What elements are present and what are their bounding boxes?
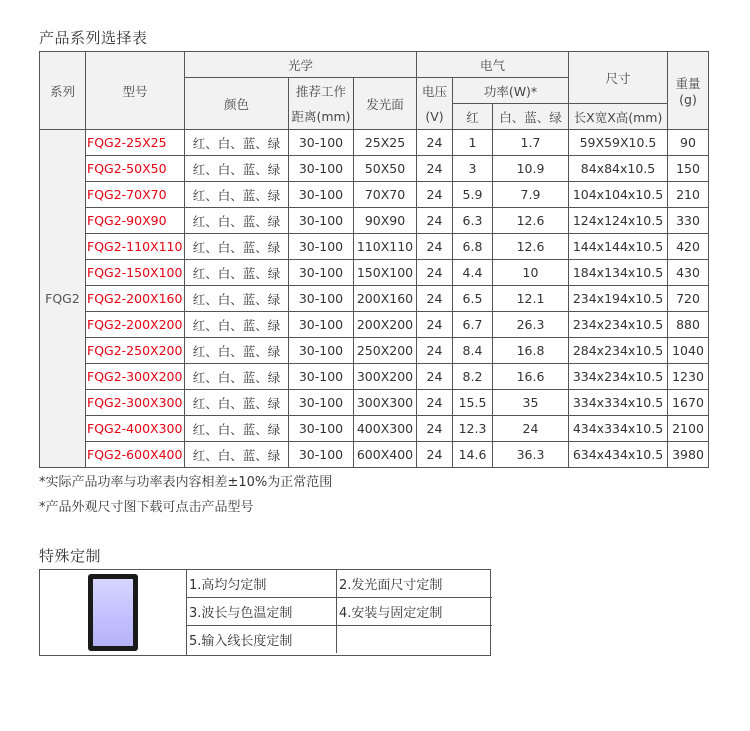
table-row xyxy=(40,390,709,416)
series-cell: FQG2 xyxy=(40,130,86,468)
weight-cell: 430 xyxy=(668,260,709,286)
emitting-cell: 50X50 xyxy=(354,156,417,182)
power-wbg-cell: 16.6 xyxy=(493,364,569,390)
power-wbg-cell: 36.3 xyxy=(493,442,569,468)
power-red-cell: 8.4 xyxy=(453,338,493,364)
header-distance xyxy=(289,78,354,130)
dimension-cell: 144x144x10.5 xyxy=(569,234,668,260)
note-dimension-download: *产品外观尺寸图下载可点击产品型号 xyxy=(39,500,254,515)
distance-cell: 30-100 xyxy=(289,156,354,182)
power-wbg-cell: 10 xyxy=(493,260,569,286)
model-link[interactable]: FQG2-400X300 xyxy=(86,416,185,442)
product-image xyxy=(40,570,187,655)
model-link[interactable]: FQG2-600X400 xyxy=(86,442,185,468)
distance-cell: 30-100 xyxy=(289,182,354,208)
weight-cell: 1040 xyxy=(668,338,709,364)
emitting-cell: 400X300 xyxy=(354,416,417,442)
emitting-cell: 250X200 xyxy=(354,338,417,364)
power-red-cell: 4.4 xyxy=(453,260,493,286)
voltage-cell: 24 xyxy=(417,260,453,286)
emitting-cell: 300X300 xyxy=(354,390,417,416)
emitting-cell: 70X70 xyxy=(354,182,417,208)
dimension-cell: 234x194x10.5 xyxy=(569,286,668,312)
table-row xyxy=(40,234,709,260)
color-cell: 红、白、蓝、绿 xyxy=(185,338,289,364)
header-electrical: 电气 xyxy=(417,52,569,78)
voltage-cell: 24 xyxy=(417,364,453,390)
voltage-cell: 24 xyxy=(417,312,453,338)
emitting-cell: 300X200 xyxy=(354,364,417,390)
voltage-cell: 24 xyxy=(417,130,453,156)
model-link[interactable]: FQG2-50X50 xyxy=(86,156,185,182)
header-series: 系列 xyxy=(40,52,86,130)
distance-cell: 30-100 xyxy=(289,338,354,364)
power-wbg-cell: 24 xyxy=(493,416,569,442)
power-red-cell: 5.9 xyxy=(453,182,493,208)
voltage-cell: 24 xyxy=(417,234,453,260)
weight-cell: 720 xyxy=(668,286,709,312)
header-weight-line1: 重量 xyxy=(675,76,701,91)
voltage-cell: 24 xyxy=(417,182,453,208)
voltage-cell: 24 xyxy=(417,208,453,234)
dimension-cell: 84x84x10.5 xyxy=(569,156,668,182)
color-cell: 红、白、蓝、绿 xyxy=(185,416,289,442)
model-link[interactable]: FQG2-200X200 xyxy=(86,312,185,338)
header-weight xyxy=(668,52,709,130)
power-wbg-cell: 12.1 xyxy=(493,286,569,312)
distance-cell: 30-100 xyxy=(289,208,354,234)
dimension-cell: 59X59X10.5 xyxy=(569,130,668,156)
model-link[interactable]: FQG2-25X25 xyxy=(86,130,185,156)
weight-cell: 1670 xyxy=(668,390,709,416)
emitting-cell: 110X110 xyxy=(354,234,417,260)
table-row xyxy=(40,442,709,468)
header-optics: 光学 xyxy=(185,52,417,78)
weight-cell: 3980 xyxy=(668,442,709,468)
header-power-wbg: 白、蓝、绿 xyxy=(493,104,569,130)
weight-cell: 2100 xyxy=(668,416,709,442)
table-row xyxy=(40,156,709,182)
dimension-cell: 104x104x10.5 xyxy=(569,182,668,208)
header-size: 尺寸 xyxy=(569,52,668,104)
power-red-cell: 6.8 xyxy=(453,234,493,260)
custom-section-title: 特殊定制 xyxy=(39,547,102,565)
table-row xyxy=(40,130,709,156)
model-link[interactable]: FQG2-150X100 xyxy=(86,260,185,286)
power-wbg-cell: 10.9 xyxy=(493,156,569,182)
power-wbg-cell: 26.3 xyxy=(493,312,569,338)
emitting-cell: 90X90 xyxy=(354,208,417,234)
distance-cell: 30-100 xyxy=(289,390,354,416)
header-model: 型号 xyxy=(86,52,185,130)
distance-cell: 30-100 xyxy=(289,260,354,286)
emitting-cell: 150X100 xyxy=(354,260,417,286)
power-red-cell: 15.5 xyxy=(453,390,493,416)
page-title: 产品系列选择表 xyxy=(39,29,148,47)
note-power-tolerance: *实际产品功率与功率表内容相差±10%为正常范围 xyxy=(39,475,333,490)
dimension-cell: 124x124x10.5 xyxy=(569,208,668,234)
dimension-cell: 234x234x10.5 xyxy=(569,312,668,338)
power-red-cell: 8.2 xyxy=(453,364,493,390)
dimension-cell: 634x434x10.5 xyxy=(569,442,668,468)
distance-cell: 30-100 xyxy=(289,416,354,442)
header-dims: 长X宽X高(mm) xyxy=(569,104,668,130)
color-cell: 红、白、蓝、绿 xyxy=(185,130,289,156)
power-wbg-cell: 35 xyxy=(493,390,569,416)
color-cell: 红、白、蓝、绿 xyxy=(185,364,289,390)
weight-cell: 420 xyxy=(668,234,709,260)
distance-cell: 30-100 xyxy=(289,234,354,260)
distance-cell: 30-100 xyxy=(289,286,354,312)
custom-option-wavelength: 3.波长与色温定制 xyxy=(187,598,337,626)
color-cell: 红、白、蓝、绿 xyxy=(185,442,289,468)
light-panel-image xyxy=(88,574,138,651)
header-weight-line2: (g) xyxy=(679,92,697,107)
power-red-cell: 3 xyxy=(453,156,493,182)
header-voltage-line2: (V) xyxy=(425,108,444,124)
table-row xyxy=(40,260,709,286)
product-selection-table xyxy=(39,51,709,468)
table-row xyxy=(40,312,709,338)
header-power: 功率(W)* xyxy=(453,78,569,104)
model-link[interactable]: FQG2-110X110 xyxy=(86,234,185,260)
power-wbg-cell: 7.9 xyxy=(493,182,569,208)
light-panel-emitting-area xyxy=(93,579,133,646)
color-cell: 红、白、蓝、绿 xyxy=(185,182,289,208)
power-wbg-cell: 12.6 xyxy=(493,234,569,260)
distance-cell: 30-100 xyxy=(289,312,354,338)
table-row xyxy=(40,416,709,442)
table-row xyxy=(40,182,709,208)
dimension-cell: 284x234x10.5 xyxy=(569,338,668,364)
custom-option-cable-length: 5.输入线长度定制 xyxy=(187,626,337,654)
header-color: 颜色 xyxy=(185,78,289,130)
model-link[interactable]: FQG2-300X300 xyxy=(86,390,185,416)
model-link[interactable]: FQG2-70X70 xyxy=(86,182,185,208)
custom-options-table xyxy=(186,570,492,653)
emitting-cell: 600X400 xyxy=(354,442,417,468)
emitting-cell: 25X25 xyxy=(354,130,417,156)
weight-cell: 330 xyxy=(668,208,709,234)
model-link[interactable]: FQG2-300X200 xyxy=(86,364,185,390)
weight-cell: 150 xyxy=(668,156,709,182)
table-body xyxy=(40,130,709,468)
header-voltage-line1: 电压 xyxy=(421,83,447,99)
custom-options-box xyxy=(39,569,491,656)
table-row xyxy=(40,338,709,364)
dimension-cell: 434x334x10.5 xyxy=(569,416,668,442)
weight-cell: 210 xyxy=(668,182,709,208)
distance-cell: 30-100 xyxy=(289,130,354,156)
power-red-cell: 6.5 xyxy=(453,286,493,312)
power-wbg-cell: 16.8 xyxy=(493,338,569,364)
voltage-cell: 24 xyxy=(417,156,453,182)
custom-option-emitting-size: 2.发光面尺寸定制 xyxy=(337,570,492,598)
voltage-cell: 24 xyxy=(417,416,453,442)
power-wbg-cell: 12.6 xyxy=(493,208,569,234)
model-link[interactable]: FQG2-250X200 xyxy=(86,338,185,364)
custom-option-uniformity: 1.高均匀定制 xyxy=(187,570,337,598)
dimension-cell: 334x234x10.5 xyxy=(569,364,668,390)
distance-cell: 30-100 xyxy=(289,364,354,390)
voltage-cell: 24 xyxy=(417,442,453,468)
power-red-cell: 12.3 xyxy=(453,416,493,442)
voltage-cell: 24 xyxy=(417,286,453,312)
custom-option-mounting: 4.安装与固定定制 xyxy=(337,598,492,626)
power-red-cell: 1 xyxy=(453,130,493,156)
header-distance-line2: 距离(mm) xyxy=(291,108,351,124)
header-voltage xyxy=(417,78,453,130)
weight-cell: 90 xyxy=(668,130,709,156)
emitting-cell: 200X200 xyxy=(354,312,417,338)
table-row xyxy=(40,286,709,312)
distance-cell: 30-100 xyxy=(289,442,354,468)
color-cell: 红、白、蓝、绿 xyxy=(185,156,289,182)
model-link[interactable]: FQG2-200X160 xyxy=(86,286,185,312)
color-cell: 红、白、蓝、绿 xyxy=(185,234,289,260)
power-red-cell: 14.6 xyxy=(453,442,493,468)
table-row xyxy=(40,208,709,234)
emitting-cell: 200X160 xyxy=(354,286,417,312)
power-red-cell: 6.7 xyxy=(453,312,493,338)
power-wbg-cell: 1.7 xyxy=(493,130,569,156)
color-cell: 红、白、蓝、绿 xyxy=(185,312,289,338)
voltage-cell: 24 xyxy=(417,338,453,364)
color-cell: 红、白、蓝、绿 xyxy=(185,260,289,286)
header-emitting: 发光面 xyxy=(354,78,417,130)
model-link[interactable]: FQG2-90X90 xyxy=(86,208,185,234)
dimension-cell: 334x334x10.5 xyxy=(569,390,668,416)
color-cell: 红、白、蓝、绿 xyxy=(185,286,289,312)
dimension-cell: 184x134x10.5 xyxy=(569,260,668,286)
voltage-cell: 24 xyxy=(417,390,453,416)
weight-cell: 1230 xyxy=(668,364,709,390)
header-power-red: 红 xyxy=(453,104,493,130)
custom-option-empty xyxy=(337,626,492,654)
color-cell: 红、白、蓝、绿 xyxy=(185,390,289,416)
header-distance-line1: 推荐工作 xyxy=(295,83,346,99)
color-cell: 红、白、蓝、绿 xyxy=(185,208,289,234)
power-red-cell: 6.3 xyxy=(453,208,493,234)
table-row xyxy=(40,364,709,390)
weight-cell: 880 xyxy=(668,312,709,338)
